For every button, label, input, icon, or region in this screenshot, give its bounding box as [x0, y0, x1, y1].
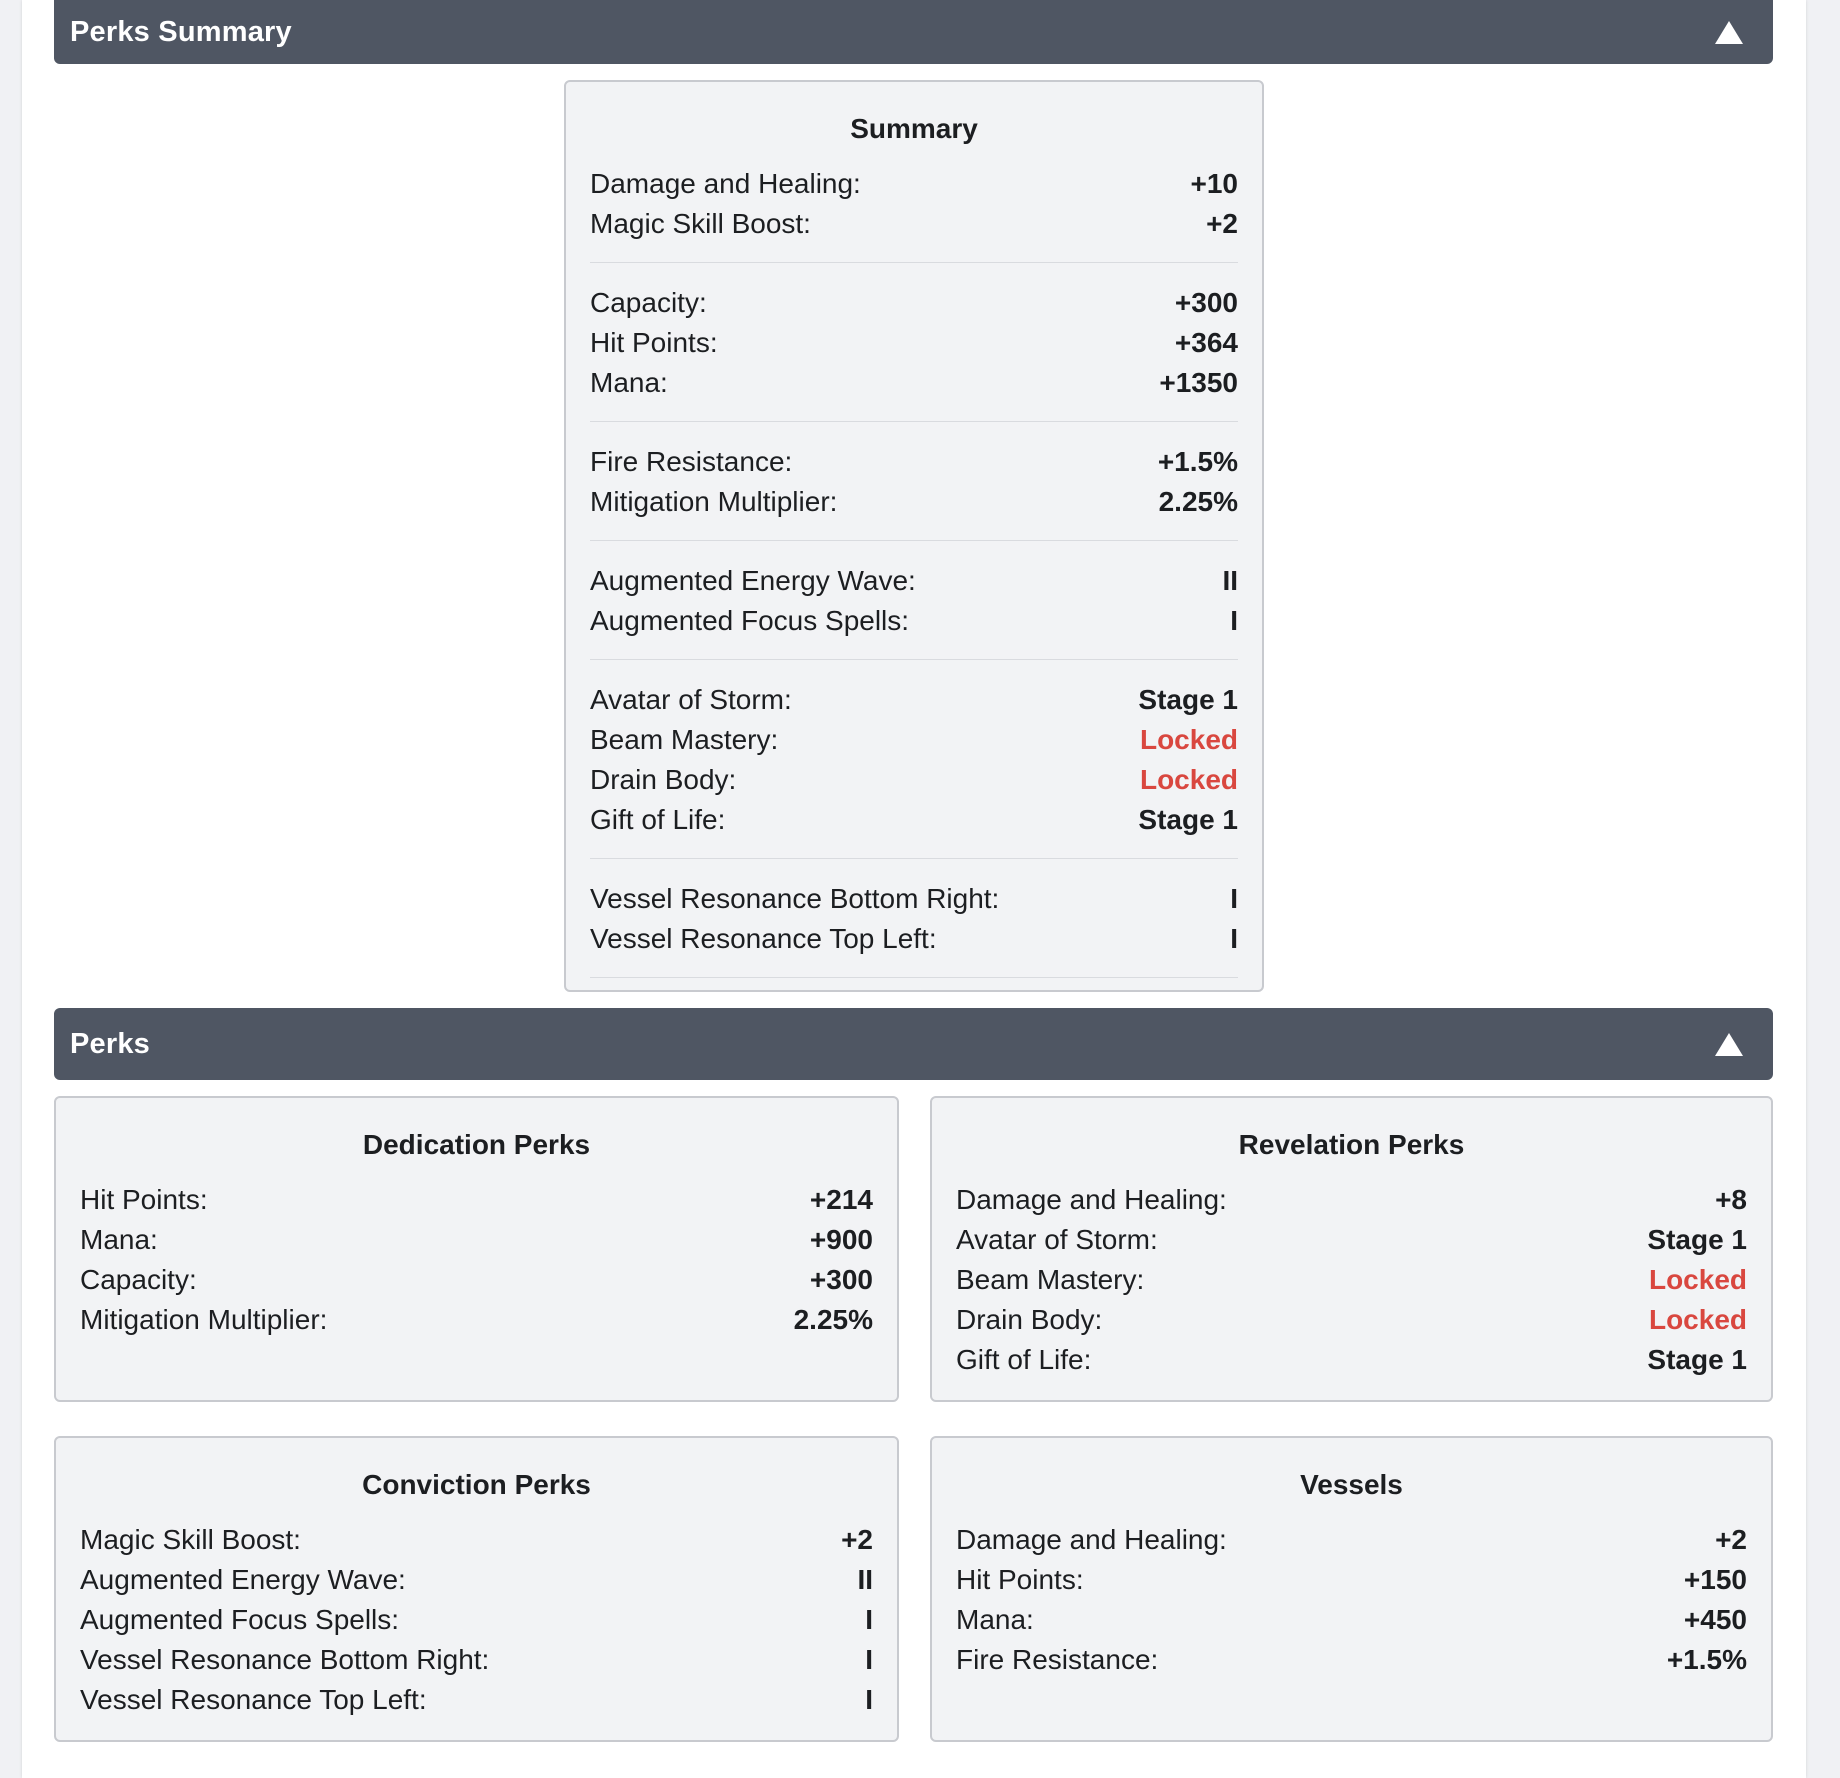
summary-value: +364: [1174, 327, 1238, 358]
summary-value: +1.5%: [1157, 446, 1238, 477]
summary-value: I: [1230, 605, 1238, 636]
perk-row: [80, 1300, 873, 1340]
summary-value: I: [1230, 923, 1238, 954]
summary-label: Damage and Healing:: [590, 168, 861, 199]
perk-value: +2: [841, 1524, 873, 1555]
perk-value: I: [865, 1644, 873, 1675]
perk-label: Augmented Focus Spells:: [80, 1604, 400, 1635]
perk-row: [956, 1300, 1747, 1340]
perk-value: +150: [1683, 1564, 1747, 1595]
summary-row: [590, 879, 1238, 919]
summary-row: [590, 442, 1238, 482]
perk-label: Beam Mastery:: [956, 1264, 1145, 1295]
perk-row: [956, 1520, 1747, 1560]
summary-row: [590, 919, 1238, 959]
summary-label: Avatar of Storm:: [590, 684, 792, 715]
perk-row: [80, 1640, 873, 1680]
summary-label: Vessel Resonance Top Left:: [590, 923, 937, 954]
perk-row: [80, 1680, 873, 1720]
summary-row: [590, 680, 1238, 720]
triangle-up-icon[interactable]: [1715, 1033, 1743, 1056]
perk-label: Magic Skill Boost:: [80, 1524, 301, 1555]
perk-value-locked: Locked: [1648, 1264, 1747, 1295]
summary-value: I: [1230, 883, 1238, 914]
summary-value: II: [1222, 565, 1238, 596]
summary-value: Stage 1: [1138, 804, 1238, 835]
conviction-perks-title: Conviction Perks: [362, 1469, 591, 1500]
summary-value: Stage 1: [1138, 684, 1238, 715]
summary-value-locked: Locked: [1139, 724, 1238, 755]
summary-row: [590, 204, 1238, 244]
summary-label: Beam Mastery:: [590, 724, 779, 755]
vessels-title: Vessels: [1300, 1469, 1403, 1500]
perk-value-locked: Locked: [1648, 1304, 1747, 1335]
summary-row: [590, 561, 1238, 601]
summary-label: Mana:: [590, 367, 668, 398]
perks-header[interactable]: [54, 1008, 1773, 1080]
summary-value: +1350: [1159, 367, 1238, 398]
perks-summary-header[interactable]: [54, 0, 1773, 64]
dedication-perks-title: Dedication Perks: [362, 1129, 591, 1160]
perk-label: Avatar of Storm:: [956, 1224, 1158, 1255]
perk-label: Vessel Resonance Top Left:: [80, 1684, 427, 1715]
summary-value: +300: [1174, 287, 1238, 318]
revelation-perks-title: Revelation Perks: [1238, 1129, 1465, 1160]
summary-group-abilities: [590, 680, 1238, 859]
page-container: [22, 0, 1806, 1778]
summary-card: [564, 80, 1264, 992]
summary-label: Fire Resistance:: [590, 446, 793, 477]
perk-label: Hit Points:: [956, 1564, 1084, 1595]
perk-row: [956, 1180, 1747, 1220]
summary-label: Augmented Focus Spells:: [590, 605, 910, 636]
summary-row: [590, 601, 1238, 641]
perk-row: [80, 1560, 873, 1600]
summary-group-resist: [590, 442, 1238, 541]
perks-title: Perks: [70, 1027, 151, 1060]
perk-row: [80, 1260, 873, 1300]
dedication-perks-card: [54, 1096, 899, 1402]
summary-value: 2.25%: [1158, 486, 1238, 517]
summary-group-augmented: [590, 561, 1238, 660]
summary-label: Augmented Energy Wave:: [590, 565, 916, 596]
summary-label: Mitigation Multiplier:: [590, 486, 838, 517]
perk-value: +214: [809, 1184, 873, 1215]
summary-group-damage: [590, 164, 1238, 263]
perk-row: [956, 1340, 1747, 1380]
perk-value: I: [865, 1604, 873, 1635]
vessels-list: [956, 1520, 1747, 1680]
summary-row: [590, 363, 1238, 403]
summary-row: [590, 164, 1238, 204]
summary-row: [590, 323, 1238, 363]
summary-label: Magic Skill Boost:: [590, 208, 811, 239]
perk-value: II: [857, 1564, 873, 1595]
conviction-perks-list: [80, 1520, 873, 1720]
perk-value: Stage 1: [1647, 1224, 1747, 1255]
revelation-perks-card: [930, 1096, 1773, 1402]
summary-row: [590, 482, 1238, 522]
summary-row: [590, 800, 1238, 840]
perk-row: [80, 1600, 873, 1640]
revelation-perks-list: [956, 1180, 1747, 1380]
summary-row: [590, 760, 1238, 800]
summary-value-locked: Locked: [1139, 764, 1238, 795]
perk-value: +2: [1715, 1524, 1747, 1555]
perk-label: Damage and Healing:: [956, 1524, 1227, 1555]
summary-value: +10: [1190, 168, 1238, 199]
summary-label: Gift of Life:: [590, 804, 726, 835]
perk-label: Mitigation Multiplier:: [80, 1304, 328, 1335]
perk-label: Augmented Energy Wave:: [80, 1564, 406, 1595]
perk-row: [956, 1260, 1747, 1300]
perk-value: 2.25%: [793, 1304, 873, 1335]
conviction-perks-card: [54, 1436, 899, 1742]
perk-label: Fire Resistance:: [956, 1644, 1159, 1675]
perk-row: [956, 1220, 1747, 1260]
perk-label: Drain Body:: [956, 1304, 1103, 1335]
triangle-up-icon[interactable]: [1715, 21, 1743, 44]
summary-group-vessel: [590, 879, 1238, 978]
perk-value: +1.5%: [1666, 1644, 1747, 1675]
perk-label: Hit Points:: [80, 1184, 208, 1215]
summary-label: Hit Points:: [590, 327, 718, 358]
perk-label: Mana:: [80, 1224, 158, 1255]
perk-label: Gift of Life:: [956, 1344, 1092, 1375]
perk-value: +900: [809, 1224, 873, 1255]
summary-value: +2: [1206, 208, 1238, 239]
perk-row: [956, 1600, 1747, 1640]
summary-label: Drain Body:: [590, 764, 737, 795]
perk-label: Mana:: [956, 1604, 1034, 1635]
perk-row: [80, 1520, 873, 1560]
perk-value: +8: [1715, 1184, 1747, 1215]
perk-label: Vessel Resonance Bottom Right:: [80, 1644, 490, 1675]
summary-row: [590, 283, 1238, 323]
dedication-perks-list: [80, 1180, 873, 1340]
perk-value: I: [865, 1684, 873, 1715]
perk-value: +300: [809, 1264, 873, 1295]
perk-value: +450: [1683, 1604, 1747, 1635]
summary-row: [590, 720, 1238, 760]
perk-row: [956, 1560, 1747, 1600]
perk-row: [956, 1640, 1747, 1680]
summary-group-stats: [590, 283, 1238, 422]
summary-title: Summary: [850, 113, 978, 144]
perk-label: Damage and Healing:: [956, 1184, 1227, 1215]
perk-row: [80, 1180, 873, 1220]
perk-row: [80, 1220, 873, 1260]
summary-label: Vessel Resonance Bottom Right:: [590, 883, 1000, 914]
perks-summary-title: Perks Summary: [70, 15, 292, 48]
perk-value: Stage 1: [1647, 1344, 1747, 1375]
summary-label: Capacity:: [590, 287, 707, 318]
vessels-card: [930, 1436, 1773, 1742]
perk-label: Capacity:: [80, 1264, 197, 1295]
